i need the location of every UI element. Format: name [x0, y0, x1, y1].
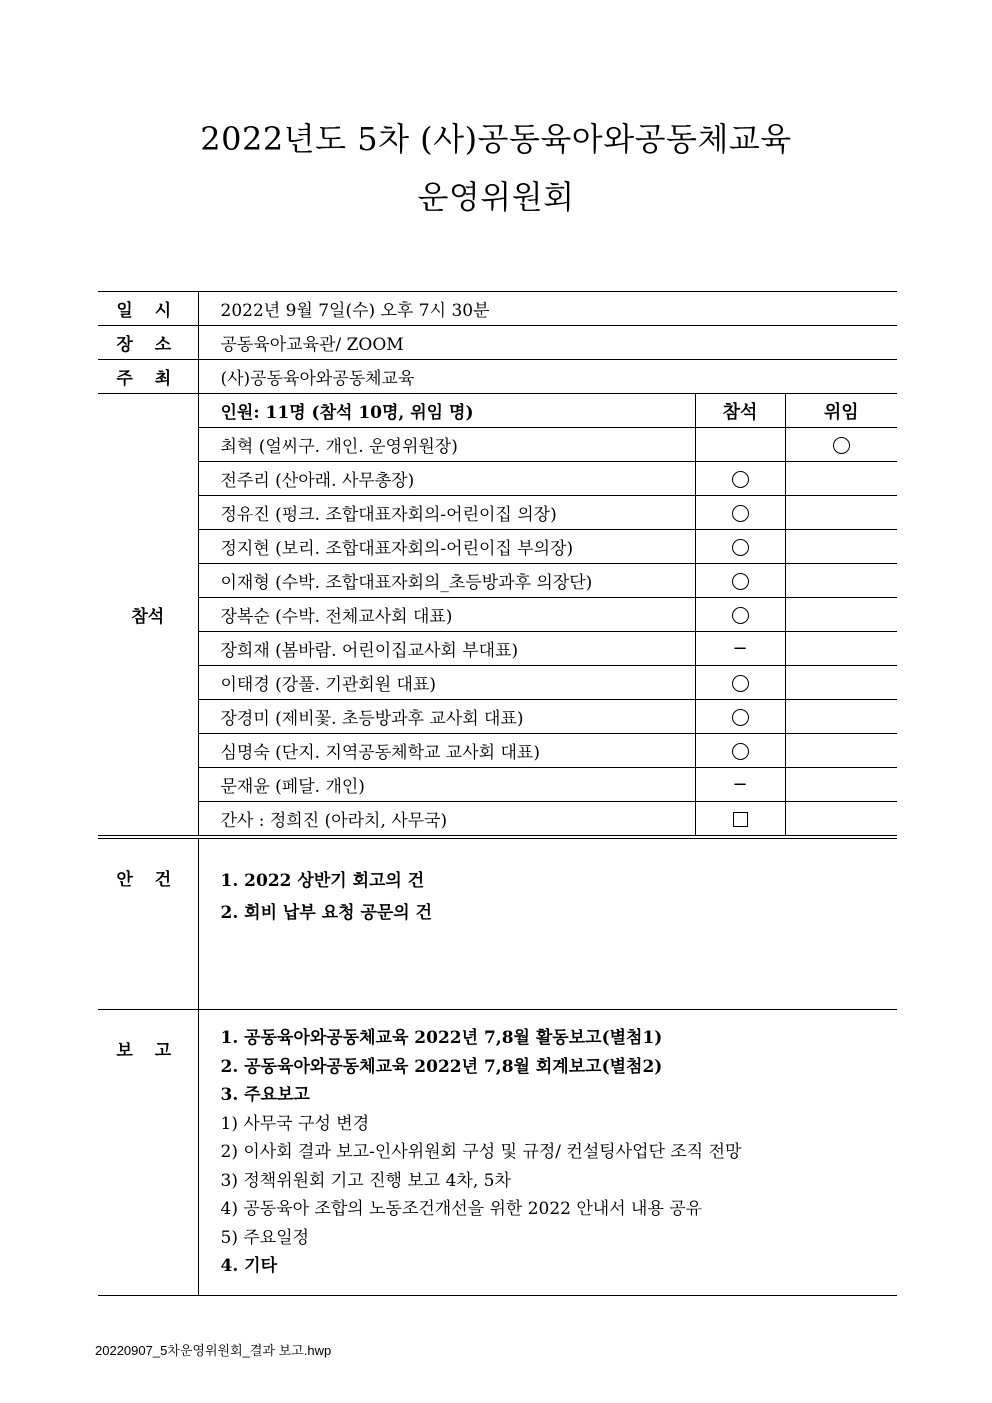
attend-mark-cell — [695, 428, 785, 462]
footer-filename: 20220907_5차운영위원회_결과 보고.hwp — [95, 1343, 332, 1358]
attend-mark-cell — [695, 768, 785, 802]
attendee-name: 이재형 (수박. 조합대표자회의_초등방과후 의장단) — [198, 564, 695, 598]
attendee-row — [98, 530, 897, 564]
attend-column-header: 참석 — [695, 394, 785, 428]
report-item: 4) 공동육아 조합의 노동조건개선을 위한 2022 안내서 내용 공유 — [220, 1199, 703, 1219]
attendee-row — [98, 700, 897, 734]
attend-mark-cell — [695, 530, 785, 564]
attendee-row — [98, 802, 897, 838]
attend-mark-cell — [695, 734, 785, 768]
attend-mark-cell — [695, 564, 785, 598]
attend-mark-cell — [695, 462, 785, 496]
attend-circle-icon — [732, 675, 749, 692]
proxy-mark-cell — [785, 768, 897, 802]
report-list — [198, 1010, 897, 1296]
attend-circle-icon — [732, 709, 749, 726]
report-item: 4. 기타 — [220, 1256, 278, 1276]
attendee-name: 정지현 (보리. 조합대표자회의-어린이집 부의장) — [198, 530, 695, 564]
date-label: 일 시 — [98, 292, 198, 326]
attendee-row — [98, 428, 897, 462]
proxy-mark-cell — [785, 462, 897, 496]
attendee-row — [98, 768, 897, 802]
agenda-item: 2. 회비 납부 요청 공문의 건 — [220, 903, 433, 923]
date-value: 2022년 9월 7일(수) 오후 7시 30분 — [198, 292, 897, 326]
attend-circle-icon — [732, 505, 749, 522]
attend-mark-cell — [695, 632, 785, 666]
attendee-name: 전주리 (산아래. 사무총장) — [198, 462, 695, 496]
report-label: 보 고 — [98, 1010, 198, 1296]
attendee-row — [98, 598, 897, 632]
attend-circle-icon — [732, 743, 749, 760]
attendee-name: 이태경 (강풀. 기관회원 대표) — [198, 666, 695, 700]
proxy-mark-cell — [785, 598, 897, 632]
report-item: 1. 공동육아와공동체교육 2022년 7,8월 활동보고(별첨1) — [220, 1028, 663, 1048]
document-title-line2: 운영위원회 — [417, 178, 575, 216]
proxy-mark-cell — [785, 530, 897, 564]
agenda-item: 1. 2022 상반기 회고의 건 — [220, 871, 425, 891]
proxy-circle-icon — [833, 437, 850, 454]
document-title-line1: 2022년도 5차 (사)공동육아와공동체교육 — [200, 120, 792, 158]
attendee-row — [98, 666, 897, 700]
attend-dash: − — [732, 774, 748, 795]
attendee-row — [98, 496, 897, 530]
host-row — [98, 360, 897, 394]
attendee-name: 간사 : 정희진 (아라치, 사무국) — [198, 802, 695, 838]
attendee-row — [98, 734, 897, 768]
proxy-mark-cell — [785, 802, 897, 838]
place-row — [98, 326, 897, 360]
attendee-name: 심명숙 (단지. 지역공동체학교 교사회 대표) — [198, 734, 695, 768]
attendee-row — [98, 564, 897, 598]
agenda-row — [98, 837, 897, 1010]
attendee-name: 정유진 (펑크. 조합대표자회의-어린이집 의장) — [198, 496, 695, 530]
minutes-table — [98, 291, 897, 1296]
attendee-row — [98, 632, 897, 666]
attendee-name: 문재윤 (페달. 개인) — [198, 768, 695, 802]
attend-dash: − — [732, 638, 748, 659]
attendee-row — [98, 462, 897, 496]
report-item: 2. 공동육아와공동체교육 2022년 7,8월 회계보고(별첨2) — [220, 1056, 663, 1077]
attendance-summary: 인원: 11명 (참석 10명, 위임 명) — [198, 394, 695, 428]
date-row — [98, 292, 897, 326]
attendee-name: 최혁 (얼씨구. 개인. 운영위원장) — [198, 428, 695, 462]
report-item: 3) 정책위원회 기고 진행 보고 4차, 5차 — [220, 1170, 511, 1191]
attendee-name: 장복순 (수박. 전체교사회 대표) — [198, 598, 695, 632]
report-row — [98, 1010, 897, 1296]
proxy-mark-cell — [785, 700, 897, 734]
attend-mark-cell — [695, 496, 785, 530]
host-label: 주 최 — [98, 360, 198, 394]
proxy-mark-cell — [785, 564, 897, 598]
attend-circle-icon — [732, 539, 749, 556]
proxy-mark-cell — [785, 496, 897, 530]
place-value: 공동육아교육관/ ZOOM — [198, 326, 897, 360]
proxy-column-header: 위임 — [785, 394, 897, 428]
proxy-mark-cell — [785, 666, 897, 700]
attend-circle-icon — [732, 471, 749, 488]
attend-circle-icon — [732, 607, 749, 624]
attendee-name: 장희재 (봄바람. 어린이집교사회 부대표) — [198, 632, 695, 666]
attend-mark-cell — [695, 666, 785, 700]
attendee-name: 장경미 (제비꽃. 초등방과후 교사회 대표) — [198, 700, 695, 734]
agenda-label: 안 건 — [98, 837, 198, 1010]
report-item: 5) 주요일정 — [220, 1227, 310, 1248]
attend-mark-cell — [695, 802, 785, 838]
report-item: 3. 주요보고 — [220, 1085, 310, 1105]
attendance-header-row — [98, 394, 897, 428]
attend-mark-cell — [695, 700, 785, 734]
report-item: 1) 사무국 구성 변경 — [220, 1113, 370, 1134]
place-label: 장 소 — [98, 326, 198, 360]
attend-circle-icon — [732, 573, 749, 590]
attend-square-icon — [733, 812, 748, 827]
report-item: 2) 이사회 결과 보고-인사위원회 구성 및 규정/ 컨설팅사업단 조직 전망 — [220, 1142, 742, 1162]
host-value: (사)공동육아와공동체교육 — [198, 360, 897, 394]
agenda-list — [198, 837, 897, 1010]
attend-mark-cell — [695, 598, 785, 632]
attendance-label: 참석 — [98, 394, 198, 838]
proxy-mark-cell — [785, 632, 897, 666]
proxy-mark-cell — [785, 734, 897, 768]
proxy-mark-cell — [785, 428, 897, 462]
